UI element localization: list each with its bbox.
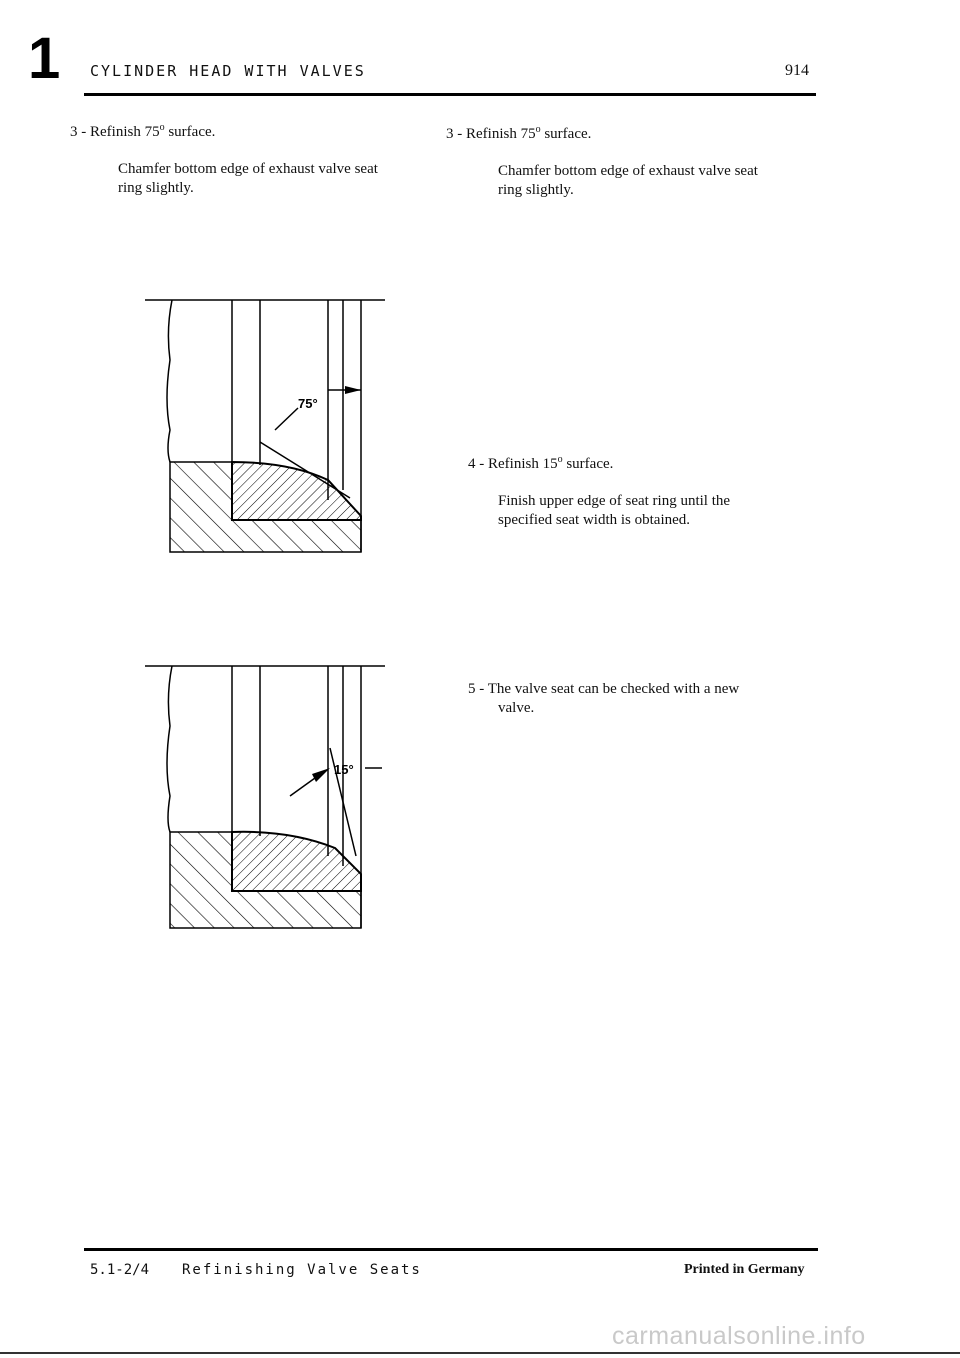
model-number: 914: [785, 62, 809, 79]
right-step-5: 5 - The valve seat can be checked with a new valve.: [468, 681, 740, 716]
right-step-4: 4 - Refinish 15$^o$ surface.: [468, 454, 614, 472]
scan-edge: [0, 1352, 960, 1354]
watermark: carmanualsonline.info: [612, 1322, 866, 1350]
left-step-3-note: Chamfer bottom edge of exhaust valve seat ring slightly.: [118, 161, 378, 196]
page-title: CYLINDER HEAD WITH VALVES: [90, 62, 366, 80]
degree-sup: o: [159, 122, 165, 133]
footer-rule: [84, 1248, 818, 1251]
arrow-icon: [345, 386, 361, 394]
angle-label-75: 75°: [298, 396, 318, 411]
section-number: 1: [28, 26, 61, 91]
seat-ring-section: [232, 462, 361, 520]
valve-seat-diagram-15: [140, 656, 390, 936]
left-step-3: 3 - Refinish 75$^o$ surface.: [70, 122, 216, 140]
printed-note: Printed in Germany: [684, 1262, 805, 1277]
angle-label-15: 15°: [334, 762, 354, 777]
seat-ring-section: [232, 832, 361, 891]
footer-title: Refinishing Valve Seats: [182, 1262, 422, 1278]
valve-seat-diagram-75: [140, 290, 390, 560]
right-step-4-note: Finish upper edge of seat ring until the specified seat width is obtained.: [498, 493, 731, 528]
header-rule: [84, 93, 816, 96]
right-step-3: 3 - Refinish 75$^o$ surface.: [446, 124, 592, 142]
right-step-3-note: Chamfer bottom edge of exhaust valve seat ring slightly.: [498, 163, 758, 198]
page-code: 5.1-2/4: [90, 1262, 150, 1278]
